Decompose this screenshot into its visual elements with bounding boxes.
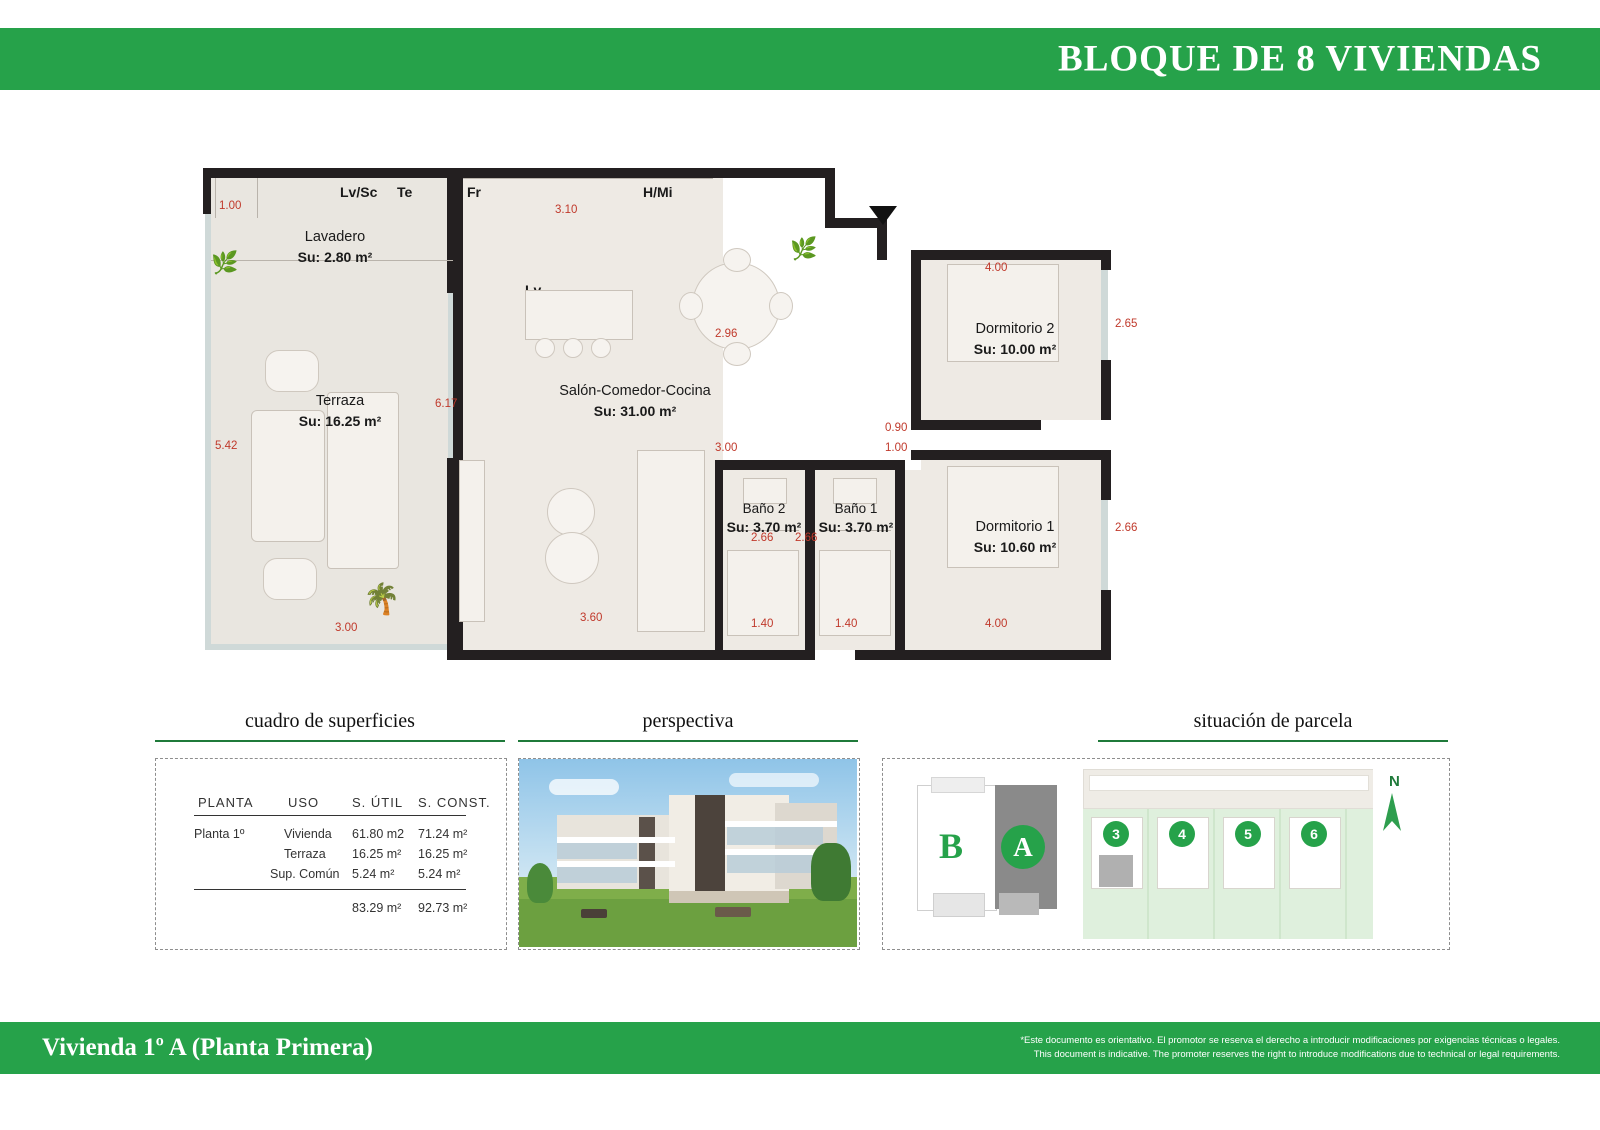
appliance-tag-lv-sc: Lv/Sc [340, 184, 378, 200]
wall-bath2-left [715, 460, 723, 650]
north-arrow-icon [1375, 791, 1409, 835]
room-label-dormitorio1 [927, 518, 1103, 558]
site-plan-diagram [1083, 769, 1373, 939]
dim-1-40-bath1: 1.40 [835, 618, 858, 630]
sofa-seat-2 [545, 532, 599, 584]
room-area-salon: Su: 31.00 m² [593, 402, 677, 419]
wall-terrace-top [203, 168, 455, 178]
dim-3-10: 3.10 [555, 204, 578, 216]
wall-bath1-right [895, 460, 905, 650]
dining-chair-top [723, 248, 751, 272]
surfaces-total-util: 83.29 m² [352, 901, 402, 915]
dim-6-17: 6.17 [435, 398, 458, 410]
laundry-unit-line [215, 178, 216, 218]
dim-3-60: 3.60 [580, 612, 603, 624]
plant-icon-2: 🌴 [363, 583, 401, 616]
tv-unit [637, 450, 705, 632]
dim-1-40-bath2: 1.40 [751, 618, 774, 630]
wall-bed2-top [911, 250, 1111, 260]
surfaces-header-uso: USO [288, 795, 320, 810]
perspective-panel-title: perspectiva [642, 710, 734, 732]
room-area-lavadero: Su: 2.80 m² [297, 248, 373, 265]
room-name-bano2: Baño 2 [742, 501, 786, 516]
terrace-chair-2 [263, 558, 317, 600]
table-row-1-planta: Planta 1º [194, 827, 245, 841]
dining-chair-right [769, 292, 793, 320]
table-row-1-const: 71.24 m² [418, 827, 468, 841]
room-label-dormitorio2 [927, 320, 1103, 360]
plant-icon-3: 🌿 [790, 236, 818, 261]
dim-2-96: 2.96 [715, 328, 738, 340]
wall-bed1-bottom [855, 650, 1111, 660]
wall-terrace-left [203, 168, 211, 214]
dim-2-65: 2.65 [1115, 318, 1138, 330]
plot-badge-4 [1169, 821, 1195, 847]
kitchen-island [525, 290, 633, 340]
dim-1-00-hall: 1.00 [885, 442, 908, 454]
perspective-image [519, 759, 857, 947]
table-row-3-util: 5.24 m² [352, 867, 395, 881]
north-label: N [1389, 773, 1400, 790]
laundry-unit-line2 [257, 178, 258, 218]
table-row-1-util: 61.80 m2 [352, 827, 405, 841]
wall-bed1-right2 [1101, 590, 1111, 650]
room-name-terraza: Terraza [315, 393, 365, 409]
surfaces-panel-box [155, 758, 507, 950]
plot-badge-6 [1301, 821, 1327, 847]
sofa-seat-1 [547, 488, 595, 536]
wall-bath2-bottom [715, 650, 815, 660]
wall-bed2-right2 [1101, 360, 1111, 420]
surfaces-total-rule [194, 889, 466, 890]
footer-bar [0, 1022, 1600, 1074]
wall-living-bottom [447, 650, 723, 660]
parcel-panel-box [882, 758, 1450, 950]
footer-title: Vivienda 1º A (Planta Primera) [42, 1034, 373, 1061]
room-name-dormitorio2: Dormitorio 2 [975, 321, 1055, 337]
surfaces-header-sutil: S. ÚTIL [352, 795, 404, 810]
wall-bed1-top [911, 450, 1111, 460]
footer-disclaimer-es: *Este documento es orientativo. El promotor se reserva el derecho a introducir modificaciones por exigencias técnicas o legales. [1020, 1035, 1560, 1047]
perspective-panel-box [518, 758, 860, 950]
room-name-dormitorio1: Dormitorio 1 [975, 519, 1055, 535]
perspective-panel-rule [518, 740, 858, 742]
plant-icon-1: 🌿 [211, 250, 239, 275]
dim-2-66-bed1: 2.66 [1115, 522, 1138, 534]
dim-2-66-bath2: 2.66 [751, 532, 774, 544]
entry-closet [459, 460, 485, 622]
surfaces-panel-rule [155, 740, 505, 742]
kitchen-counter-line [463, 178, 713, 179]
table-row-3-uso: Sup. Común [270, 867, 340, 881]
block-label-a-text: A [1013, 831, 1033, 862]
room-area-bano2: Su: 3.70 m² [726, 519, 802, 536]
dining-chair-bottom [723, 342, 751, 366]
dim-3-00-hall: 3.00 [715, 442, 738, 454]
floor-plan [195, 160, 1305, 670]
plot-badge-5-text: 5 [1244, 826, 1252, 842]
surfaces-header-planta: PLANTA [198, 795, 254, 810]
table-row-2-const: 16.25 m² [418, 847, 468, 861]
plot-badge-6-text: 6 [1310, 826, 1318, 842]
terrace-railing-bottom [205, 644, 457, 650]
hall-area [905, 470, 921, 650]
room-area-dormitorio1: Su: 10.60 m² [973, 538, 1057, 555]
page-title: BLOQUE DE 8 VIVIENDAS [1058, 38, 1542, 80]
table-row-3-const: 5.24 m² [418, 867, 461, 881]
terrace-railing-left [205, 214, 211, 650]
room-area-dormitorio2: Su: 10.00 m² [973, 340, 1057, 357]
room-label-salon [495, 382, 775, 422]
appliance-tag-fr: Fr [467, 184, 481, 200]
table-row-2-uso: Terraza [284, 847, 326, 861]
appliance-tag-te: Te [397, 184, 413, 200]
plot-badge-4-text: 4 [1178, 826, 1186, 842]
dim-5-42: 5.42 [215, 440, 238, 452]
wall-bath-divider [805, 460, 815, 650]
appliance-tag-h-mi: H/Mi [643, 184, 673, 200]
plot-badge-3 [1103, 821, 1129, 847]
header-bar [0, 28, 1600, 90]
room-name-bano1: Baño 1 [834, 501, 878, 516]
table-row-1-uso: Vivienda [284, 827, 332, 841]
terrace-chair-1 [265, 350, 319, 392]
block-label-b: B [939, 826, 964, 866]
wall-bed2-left [911, 250, 921, 430]
kitchen-stool-1 [535, 338, 555, 358]
entry-arrow-icon [869, 206, 897, 225]
kitchen-stool-2 [563, 338, 583, 358]
surfaces-header-sconst: S. CONST. [418, 795, 491, 810]
wall-bed2-bottom [911, 420, 1041, 430]
dim-3-00-terrace: 3.00 [335, 622, 358, 634]
plot-badge-3-text: 3 [1112, 826, 1120, 842]
wall-living-top [453, 168, 835, 178]
block-label-a [1001, 825, 1045, 869]
kitchen-stool-3 [591, 338, 611, 358]
surfaces-header-rule [194, 815, 466, 816]
room-name-lavadero: Lavadero [304, 229, 366, 245]
surfaces-panel-title: cuadro de superficies [245, 710, 415, 732]
footer-disclaimer-en: This document is indicative. The promoter reserves the right to introduce modifications due to technical or legal requirements. [1033, 1049, 1560, 1060]
room-area-terraza: Su: 16.25 m² [298, 412, 382, 429]
room-name-salon: Salón-Comedor-Cocina [559, 383, 711, 399]
plot-badge-5 [1235, 821, 1261, 847]
wall-living-left-upper [453, 168, 463, 458]
footer-disclaimer [1020, 1034, 1560, 1062]
dim-4-00-bed1: 4.00 [985, 618, 1008, 630]
dining-chair-left [679, 292, 703, 320]
table-row-2-util: 16.25 m² [352, 847, 402, 861]
block-key-diagram [907, 773, 1067, 933]
dim-0-90: 0.90 [885, 422, 908, 434]
surfaces-total-const: 92.73 m² [418, 901, 468, 915]
dim-2-66-bath1: 2.66 [795, 532, 818, 544]
room-label-lavadero [240, 228, 430, 268]
parcel-panel-rule [1098, 740, 1448, 742]
wall-bed2-right [1101, 250, 1111, 270]
dim-4-00-bed2: 4.00 [985, 262, 1008, 274]
room-label-terraza [250, 392, 430, 432]
parcel-panel-title: situación de parcela [1193, 710, 1353, 732]
dim-1-00-laundry: 1.00 [219, 200, 242, 212]
wall-bed1-right [1101, 460, 1111, 500]
room-area-bano1: Su: 3.70 m² [818, 519, 894, 536]
